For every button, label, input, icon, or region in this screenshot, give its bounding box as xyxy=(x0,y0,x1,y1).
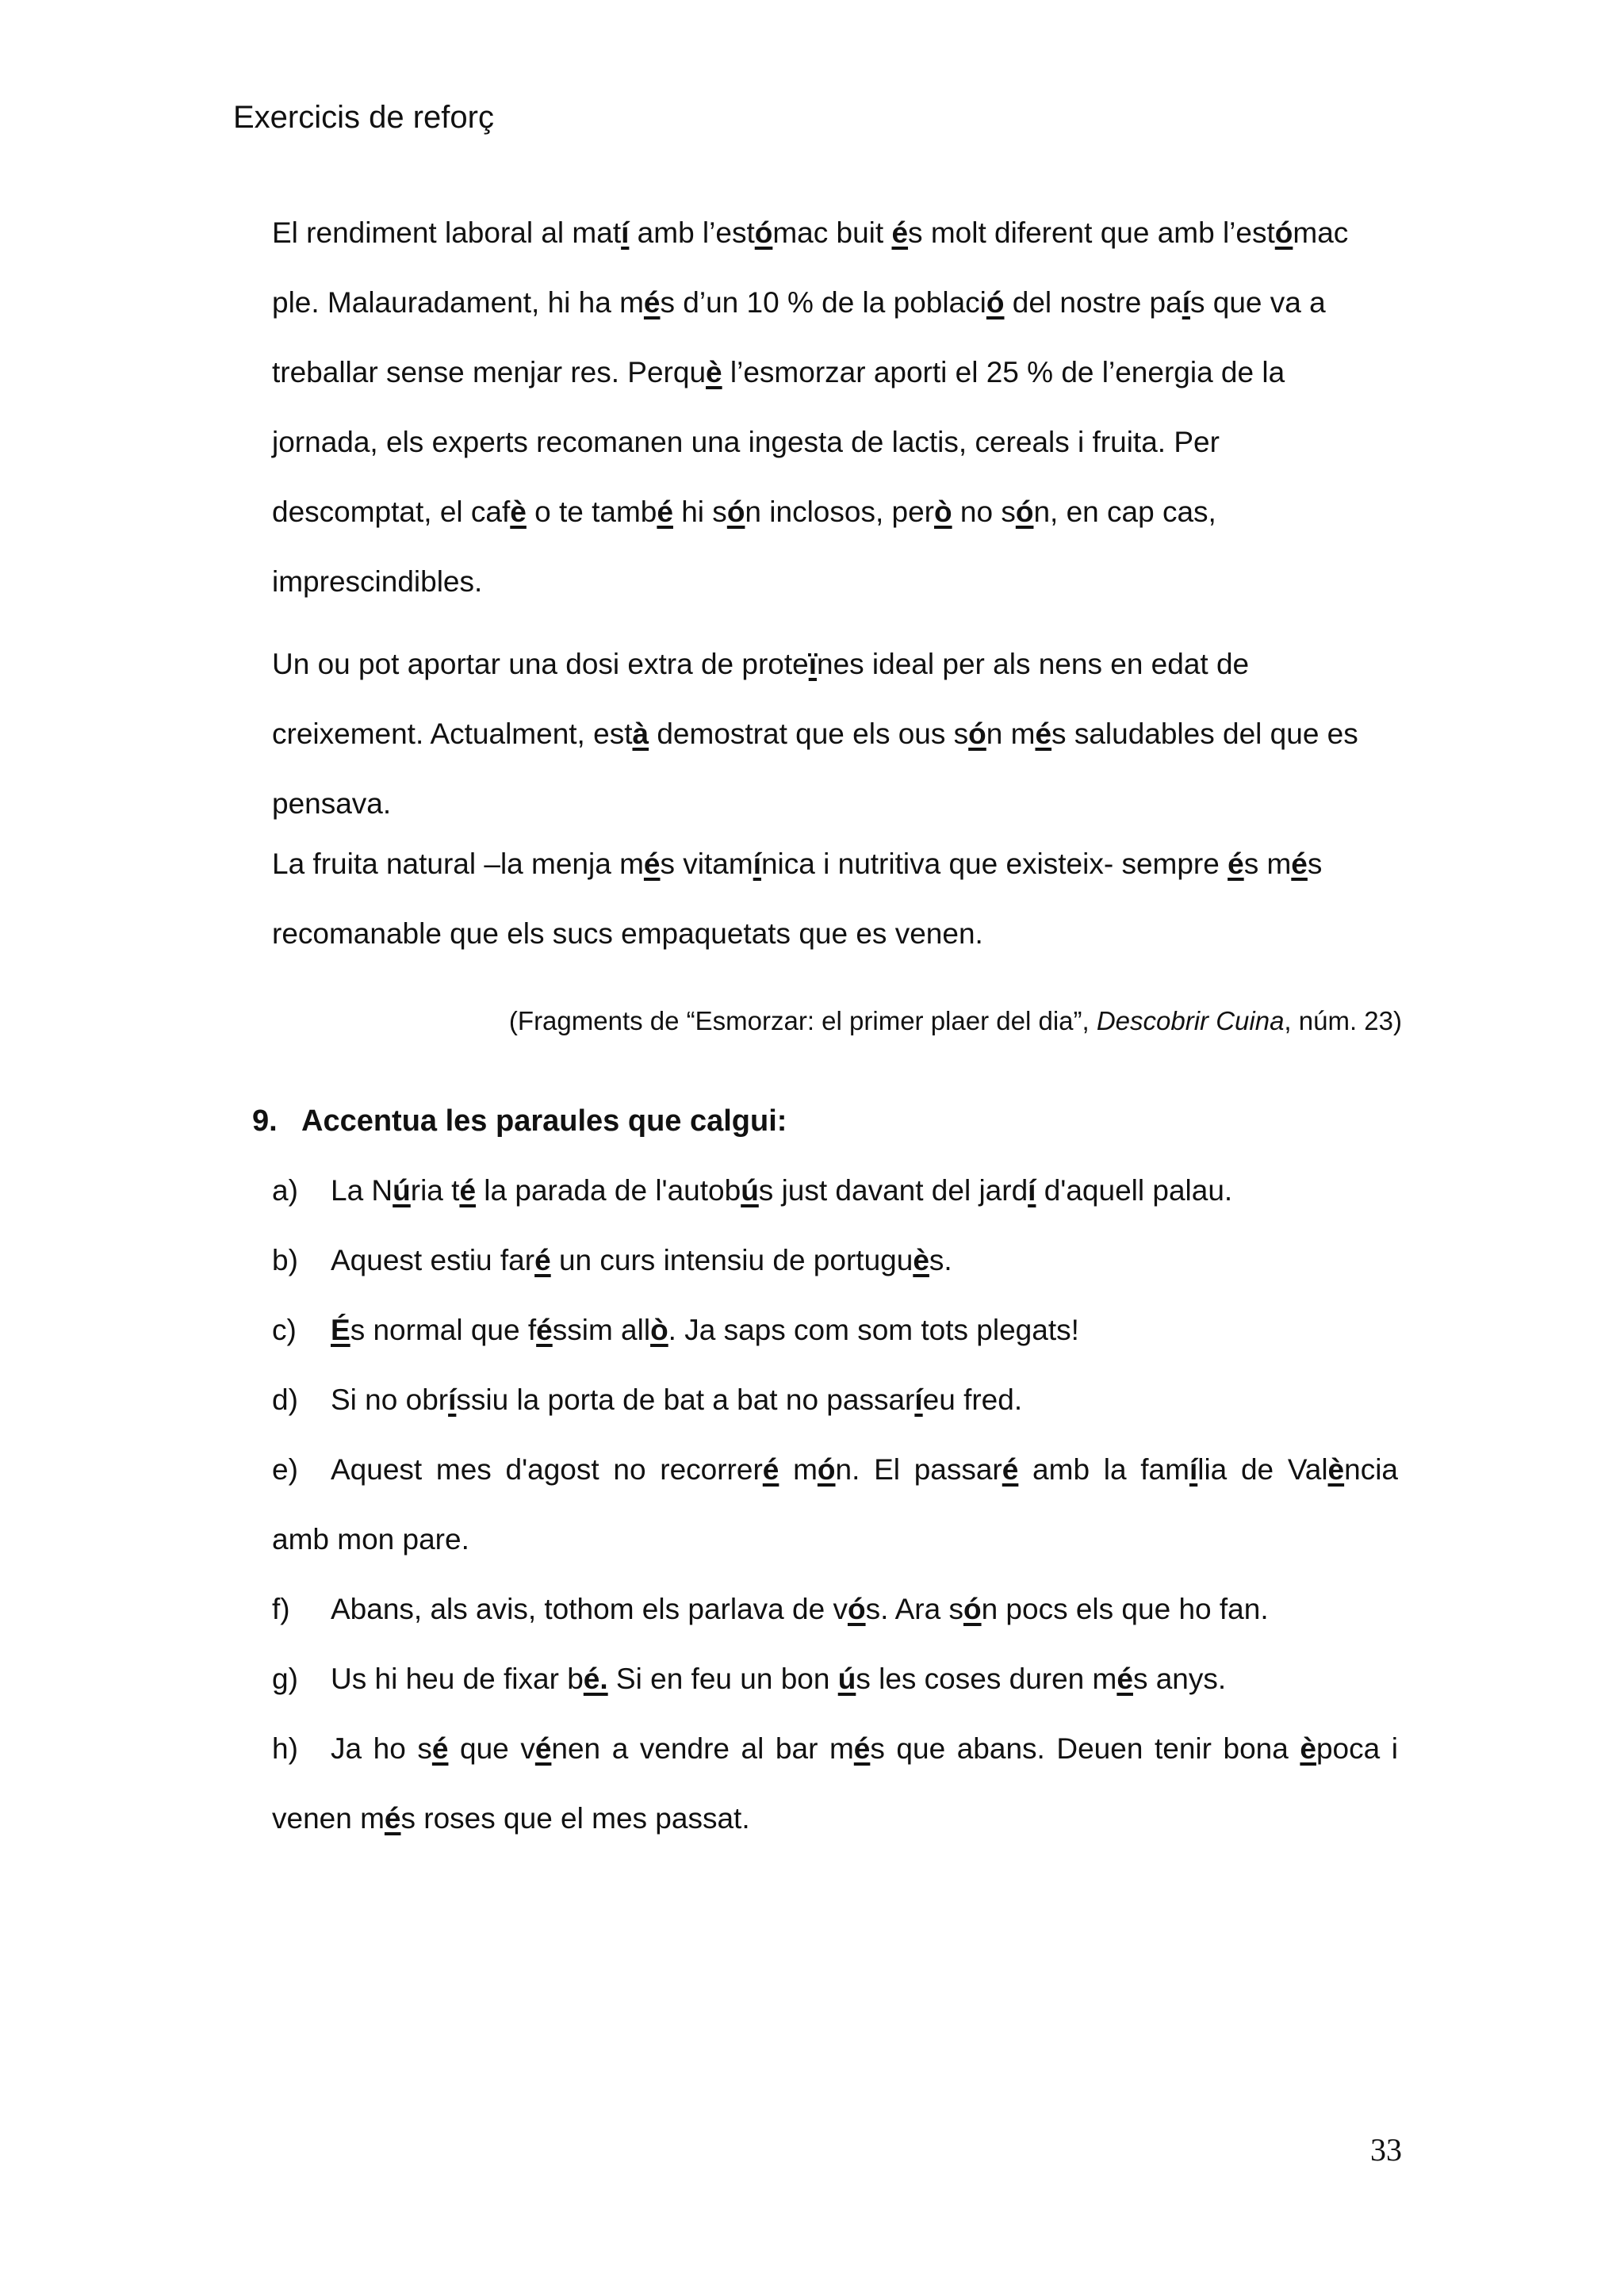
paragraph-line xyxy=(272,477,1398,547)
paragraph-line xyxy=(272,338,1398,408)
text-segment: mac buit xyxy=(772,216,892,249)
accented-letter: ó xyxy=(754,216,773,249)
text-segment: s normal que f xyxy=(350,1314,537,1346)
accented-letter: é xyxy=(643,848,661,880)
text-segment: ple. Malauradament, hi ha m xyxy=(272,286,644,319)
text-segment: d'aquell palau. xyxy=(1036,1174,1233,1207)
exercise-heading: Accentua les paraules que calgui: xyxy=(301,1104,787,1138)
text-segment: no s xyxy=(952,496,1016,528)
exercise-item xyxy=(272,1575,1398,1644)
text-segment: Un ou pot aportar una dosi extra de prote xyxy=(272,648,809,680)
text-segment: que v xyxy=(448,1732,535,1765)
accented-letter: ò xyxy=(934,496,952,528)
exercise-item-line xyxy=(272,1644,1398,1714)
accented-letter: é. xyxy=(583,1663,608,1695)
text-segment: s m xyxy=(1243,848,1292,880)
exercise-number: 9. xyxy=(252,1104,278,1138)
text-segment: . Ja saps com som tots plegats! xyxy=(668,1314,1079,1346)
exercise-item-line xyxy=(272,1365,1398,1435)
text-segment: eu fred. xyxy=(922,1383,1023,1416)
accented-letter: é xyxy=(431,1732,449,1765)
exercise-item xyxy=(272,1714,1398,1854)
accented-letter: í xyxy=(914,1383,923,1416)
page-header: Exercicis de reforç xyxy=(233,100,494,135)
text-segment: s vitam xyxy=(660,848,753,880)
text-segment: amb l’est xyxy=(629,216,755,249)
accented-letter: ó xyxy=(726,496,745,528)
accented-letter: ó xyxy=(963,1593,982,1625)
text-segment: amb la fam xyxy=(1018,1453,1189,1486)
source-prefix: (Fragments de “Esmorzar: el primer plaer del dia”, xyxy=(508,1006,1097,1035)
accented-letter: é xyxy=(536,1314,553,1346)
accented-letter: é xyxy=(657,496,673,528)
accented-letter: ú xyxy=(393,1174,411,1207)
accented-letter: é xyxy=(853,1732,871,1765)
accented-letter: í xyxy=(753,848,761,880)
text-segment: hi s xyxy=(672,496,727,528)
text-segment: Aquest mes d'agost no recorrer xyxy=(331,1453,763,1486)
text-segment: n pocs els que ho fan. xyxy=(981,1593,1269,1625)
exercise-item-line xyxy=(272,1575,1398,1644)
text-segment: lia de Val xyxy=(1197,1453,1328,1486)
text-segment: ssim all xyxy=(552,1314,651,1346)
source-publication: Descobrir Cuina xyxy=(1096,1006,1285,1035)
accented-letter: í xyxy=(621,216,630,249)
accented-letter: é xyxy=(762,1453,779,1486)
text-segment: l’esmorzar aporti el 25 % de l’energia de la xyxy=(722,356,1285,388)
paragraph-line xyxy=(272,899,1398,969)
exercise-item-line xyxy=(272,1226,1398,1295)
accented-letter: é xyxy=(643,286,661,319)
text-segment: ssiu la porta de bat a bat no passar xyxy=(456,1383,915,1416)
accented-letter: é xyxy=(1002,1453,1019,1486)
text-segment: Si no obr xyxy=(331,1383,449,1416)
text-segment: recomanable que els sucs empaquetats que es venen. xyxy=(272,917,983,950)
exercise-item-line xyxy=(272,1156,1398,1226)
text-segment: s molt diferent que amb l’est xyxy=(908,216,1275,249)
accented-letter: í xyxy=(1189,1453,1198,1486)
source-suffix: , núm. 23) xyxy=(1284,1006,1402,1035)
accented-letter: ó xyxy=(968,718,986,750)
text-segment: mac xyxy=(1293,216,1349,249)
text-segment: descomptat, el caf xyxy=(272,496,511,528)
accented-letter: í xyxy=(448,1383,457,1416)
item-letter: a) xyxy=(272,1174,298,1207)
exercise-item-line xyxy=(272,1784,1398,1854)
accented-letter: é xyxy=(534,1244,551,1276)
accented-letter: è xyxy=(706,356,722,388)
paragraph-line xyxy=(272,829,1398,899)
text-segment: Ja ho s xyxy=(331,1732,432,1765)
text-segment: nica i nutritiva que existeix- sempre xyxy=(760,848,1228,880)
exercise-item xyxy=(272,1156,1398,1226)
paragraph-line xyxy=(272,408,1398,477)
accented-letter: é xyxy=(384,1802,401,1835)
text-segment: amb mon pare. xyxy=(272,1523,469,1556)
accented-letter: ú xyxy=(741,1174,759,1207)
accented-letter: ó xyxy=(1015,496,1034,528)
accented-letter: ó xyxy=(1274,216,1293,249)
accented-letter: ú xyxy=(837,1663,856,1695)
exercise-item-line xyxy=(272,1505,1398,1575)
text-segment: creixement. Actualment, est xyxy=(272,718,633,750)
paragraph-line xyxy=(272,629,1398,699)
text-segment: s saludables del que es xyxy=(1051,718,1358,750)
item-letter: b) xyxy=(272,1244,298,1276)
accented-letter: É xyxy=(331,1314,350,1346)
accented-letter: é xyxy=(1116,1663,1133,1695)
text-segment: imprescindibles. xyxy=(272,565,483,598)
text-segment: s que abans. Deuen tenir bona xyxy=(870,1732,1300,1765)
text-segment: s anys. xyxy=(1132,1663,1227,1695)
paragraph-line xyxy=(272,268,1398,338)
accented-letter: à xyxy=(632,718,649,750)
text-segment: La N xyxy=(331,1174,393,1207)
page-number: 33 xyxy=(1370,2132,1402,2168)
text-segment: ncia xyxy=(1344,1453,1399,1486)
source-citation xyxy=(460,1001,1402,1042)
text-segment: m xyxy=(779,1453,818,1486)
text-segment: Aquest estiu far xyxy=(331,1244,535,1276)
paragraph-line xyxy=(272,769,1398,839)
text-segment: n. El passar xyxy=(835,1453,1002,1486)
text-segment: s les coses duren m xyxy=(856,1663,1117,1695)
item-letter: f) xyxy=(272,1593,290,1625)
exercise-item xyxy=(272,1295,1398,1365)
text-segment: Us hi heu de fixar b xyxy=(331,1663,584,1695)
exercise-item xyxy=(272,1365,1398,1435)
text-segment: ria t xyxy=(410,1174,460,1207)
text-segment: treballar sense menjar res. Perqu xyxy=(272,356,707,388)
item-letter: e) xyxy=(272,1453,298,1486)
accented-letter: é xyxy=(1035,718,1052,750)
text-segment: s d’un 10 % de la poblaci xyxy=(660,286,986,319)
paragraph-line xyxy=(272,547,1398,617)
accented-letter: í xyxy=(1028,1174,1036,1207)
text-segment: El rendiment laboral al mat xyxy=(272,216,622,249)
text-segment: del nostre pa xyxy=(1004,286,1182,319)
accented-letter: è xyxy=(913,1244,929,1276)
text-segment: o te tamb xyxy=(526,496,657,528)
accented-letter: ò xyxy=(650,1314,668,1346)
accented-letter: ï xyxy=(808,648,817,680)
exercise-item xyxy=(272,1644,1398,1714)
item-letter: d) xyxy=(272,1383,298,1416)
text-segment: un curs intensiu de portugu xyxy=(550,1244,914,1276)
text-segment: Si en feu un bon xyxy=(607,1663,838,1695)
accented-letter: é xyxy=(1228,848,1244,880)
text-segment: s xyxy=(1307,848,1323,880)
accented-letter: è xyxy=(1327,1453,1345,1486)
accented-letter: ó xyxy=(847,1593,866,1625)
text-segment: s roses que el mes passat. xyxy=(400,1802,750,1835)
item-letter: g) xyxy=(272,1663,298,1695)
text-segment: la parada de l'autob xyxy=(476,1174,741,1207)
exercise-title xyxy=(252,1097,787,1145)
paragraph-line xyxy=(272,699,1398,769)
accented-letter: í xyxy=(1182,286,1190,319)
accented-letter: é xyxy=(459,1174,477,1207)
exercise-item-line xyxy=(272,1714,1398,1784)
item-letter: c) xyxy=(272,1314,297,1346)
accented-letter: è xyxy=(510,496,527,528)
text-segment: n, en cap cas, xyxy=(1033,496,1216,528)
text-segment: nes ideal per als nens en edat de xyxy=(817,648,1250,680)
text-segment: jornada, els experts recomanen una ingesta de lactis, cereals i fruita. Per xyxy=(272,426,1220,458)
accented-letter: é xyxy=(891,216,909,249)
accented-letter: ó xyxy=(986,286,1005,319)
accented-letter: é xyxy=(1291,848,1308,880)
text-segment: Abans, als avis, tothom els parlava de v xyxy=(331,1593,848,1625)
exercise-item-line xyxy=(272,1295,1398,1365)
text-segment: n m xyxy=(986,718,1036,750)
accented-letter: ó xyxy=(817,1453,836,1486)
text-segment: n inclosos, per xyxy=(745,496,934,528)
text-segment: venen m xyxy=(272,1802,385,1835)
paragraph-line xyxy=(272,198,1398,268)
accented-letter: è xyxy=(1300,1732,1316,1765)
text-segment: poca i xyxy=(1316,1732,1399,1765)
accented-letter: é xyxy=(534,1732,552,1765)
text-segment: s. Ara s xyxy=(865,1593,963,1625)
text-segment: demostrat que els ous s xyxy=(649,718,969,750)
text-segment: s que va a xyxy=(1190,286,1326,319)
paragraph xyxy=(272,629,1398,839)
exercise-item-line xyxy=(272,1435,1398,1505)
text-segment: pensava. xyxy=(272,787,392,820)
text-segment: s just davant del jard xyxy=(758,1174,1028,1207)
text-segment: La fruita natural –la menja m xyxy=(272,848,644,880)
item-letter: h) xyxy=(272,1732,298,1765)
exercise-item xyxy=(272,1435,1398,1575)
paragraph xyxy=(272,829,1398,969)
paragraph xyxy=(272,198,1398,617)
text-segment: nen a vendre al bar m xyxy=(551,1732,854,1765)
exercise-item xyxy=(272,1226,1398,1295)
text-segment: s. xyxy=(929,1244,952,1276)
